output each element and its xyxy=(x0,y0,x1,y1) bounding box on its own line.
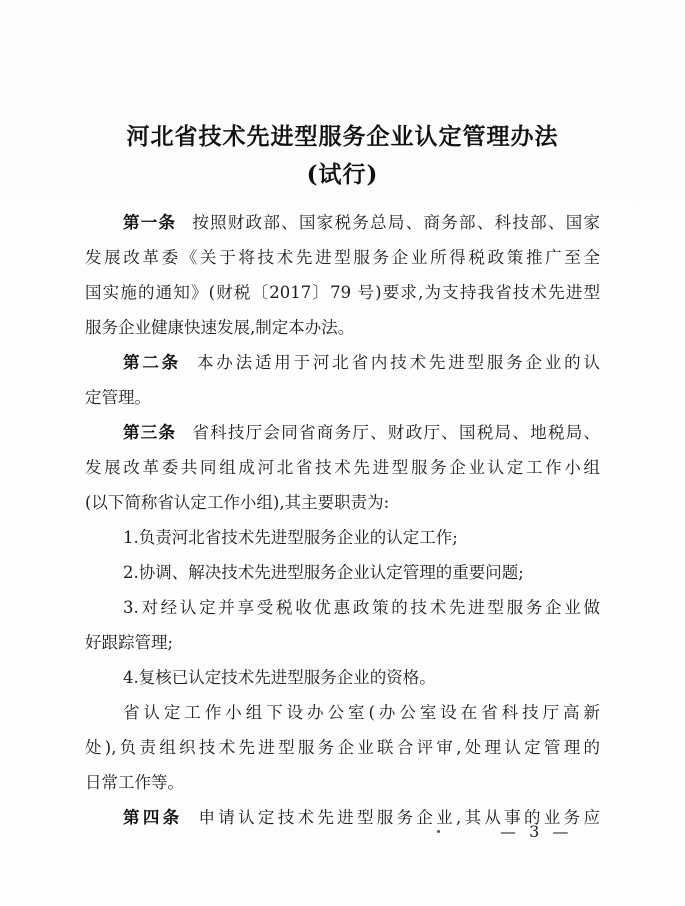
office-line-2: 处),负责组织技术先进型服务企业联合评审,处理认定管理的 xyxy=(85,738,600,757)
article-2 xyxy=(85,345,600,415)
scan-speck xyxy=(437,830,440,833)
article-3 xyxy=(85,415,600,520)
article-3-line-1: 省科技厅会同省商务厅、财政厅、国税局、地税局、 xyxy=(192,423,601,442)
office-line-1: 省认定工作小组下设办公室(办公室设在省科技厅高新 xyxy=(123,703,600,722)
duty-item-3 xyxy=(85,590,600,660)
article-1-line-4: 服务企业健康快速发展,制定本办法。 xyxy=(85,318,355,337)
duty-item-2-text: 2.协调、解决技术先进型服务企业认定管理的重要问题; xyxy=(123,563,524,582)
article-2-label: 第二条 xyxy=(123,353,181,372)
article-1-line-3: 国实施的通知》(财税〔2017〕79 号)要求,为支持我省技术先进型 xyxy=(85,283,600,302)
article-1 xyxy=(85,205,600,345)
duty-item-3-line-2: 好跟踪管理; xyxy=(85,633,174,652)
page-number: — 3 — xyxy=(500,822,573,841)
duty-item-4 xyxy=(85,660,600,695)
article-1-line-2: 发展改革委《关于将技术先进型服务企业所得税政策推广至全 xyxy=(85,248,600,267)
duty-item-4-text: 4.复核已认定技术先进型服务企业的资格。 xyxy=(123,668,436,687)
article-1-label: 第一条 xyxy=(123,213,177,232)
duty-item-2 xyxy=(85,555,600,590)
document-title: 河北省技术先进型服务企业认定管理办法 xyxy=(126,123,559,150)
duty-item-3-line-1: 3.对经认定并享受税收优惠政策的技术先进型服务企业做 xyxy=(123,598,600,617)
office-paragraph xyxy=(85,695,600,800)
office-line-3: 日常工作等。 xyxy=(85,773,184,792)
document-subtitle: (试行) xyxy=(306,161,379,188)
article-3-line-2: 发展改革委共同组成河北省技术先进型服务企业认定工作小组 xyxy=(85,458,600,477)
article-2-line-2: 定管理。 xyxy=(85,388,151,407)
article-2-line-1: 本办法适用于河北省内技术先进型服务企业的认 xyxy=(196,353,601,372)
duty-item-1-text: 1.负责河北省技术先进型服务企业的认定工作; xyxy=(123,528,458,547)
article-1-line-1: 按照财政部、国家税务总局、商务部、科技部、国家 xyxy=(192,213,601,232)
article-4-line-1: 申请认定技术先进型服务企业,其从事的业务应 xyxy=(198,808,601,827)
article-3-line-3: (以下简称省认定工作小组),其主要职责为: xyxy=(85,493,390,512)
duty-item-1 xyxy=(85,520,600,555)
article-3-label: 第三条 xyxy=(123,423,177,442)
article-4-label: 第四条 xyxy=(123,808,183,827)
